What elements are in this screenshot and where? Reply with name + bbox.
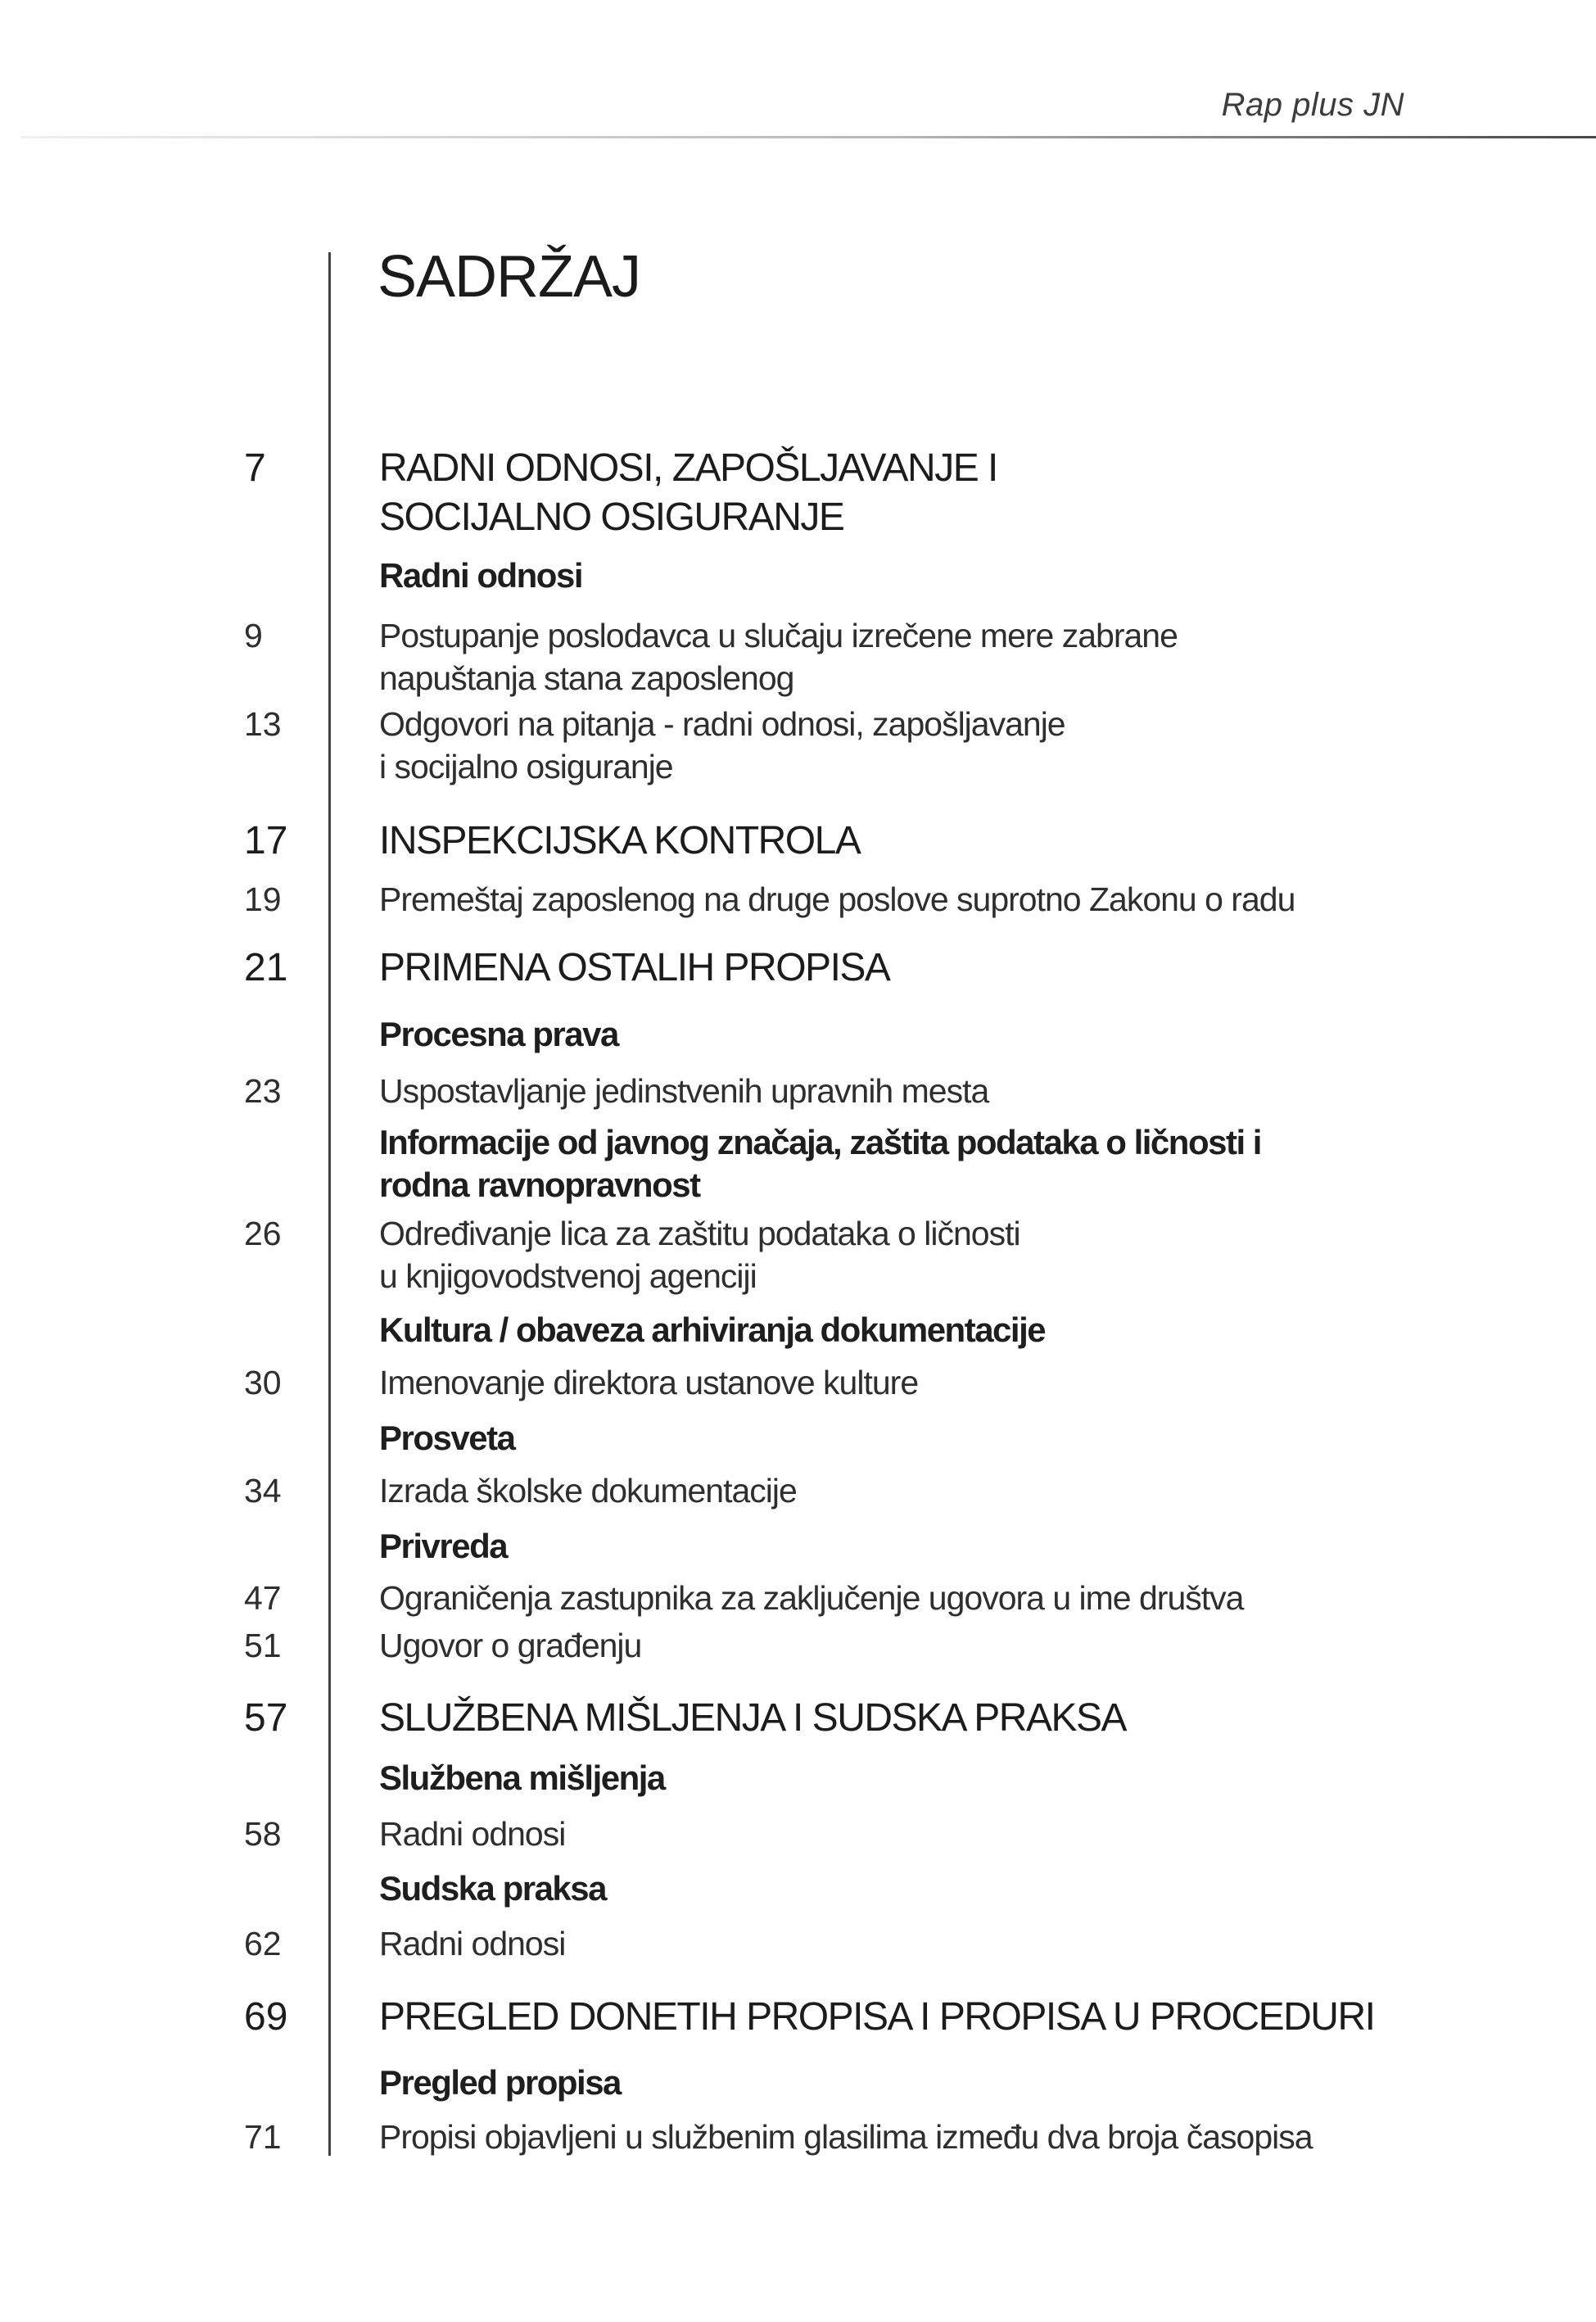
page-title: SADRŽAJ	[378, 244, 641, 310]
page-number: 71	[244, 2118, 282, 2156]
toc-item-row	[0, 1361, 1596, 1404]
entry-text	[379, 1070, 1596, 1112]
entry-line: Ugovor o građenju	[379, 1627, 642, 1664]
entry-line: Ograničenja zastupnika za zaključenje ugovora u ime društva	[379, 1579, 1244, 1617]
page-number: 62	[244, 1925, 282, 1962]
page-number: 26	[244, 1215, 282, 1252]
entry-text	[379, 878, 1596, 921]
page-number: 47	[244, 1579, 282, 1617]
page-number: 51	[244, 1627, 282, 1664]
toc-item-row	[0, 1212, 1596, 1297]
entry-line: Informacije od javnog značaja, zaštita podataka o ličnosti i	[379, 1123, 1261, 1161]
entry-line: Službena mišljenja	[379, 1758, 665, 1797]
toc-item-row	[0, 1469, 1596, 1512]
toc-item-row	[0, 1577, 1596, 1619]
page-number: 23	[244, 1072, 282, 1110]
page-number: 34	[244, 1472, 282, 1510]
page-number: 57	[244, 1696, 288, 1740]
page-number: 69	[244, 1995, 288, 2039]
entry-text	[379, 1525, 1596, 1568]
entry-line: rodna ravnopravnost	[379, 1166, 700, 1204]
entry-line: Procesna prava	[379, 1015, 618, 1053]
toc-subheading-row	[0, 554, 1596, 597]
page-number: 13	[244, 705, 282, 743]
entry-text	[379, 444, 1596, 542]
running-header: Rap plus JN	[1221, 87, 1404, 123]
entry-line: RADNI ODNOSI, ZAPOŠLJAVANJE I	[379, 446, 997, 490]
entry-text	[379, 1867, 1596, 1910]
entry-line: INSPEKCIJSKA KONTROLA	[379, 819, 861, 862]
entry-line: napuštanja stana zaposlenog	[379, 659, 794, 697]
entry-text	[379, 1757, 1596, 1799]
entry-line: i socijalno osiguranje	[379, 748, 673, 785]
entry-text	[379, 1417, 1596, 1460]
entry-text	[379, 1922, 1596, 1965]
toc-subheading-row	[0, 2062, 1596, 2104]
toc-item-row	[0, 878, 1596, 921]
entry-text	[379, 1469, 1596, 1512]
toc-section-row	[0, 1694, 1596, 1743]
entry-line: Imenovanje direktora ustanove kulture	[379, 1364, 919, 1401]
toc-item-row	[0, 1813, 1596, 1855]
entry-text	[379, 1309, 1596, 1351]
entry-text	[379, 1694, 1596, 1743]
entry-text	[379, 554, 1596, 597]
entry-line: Postupanje poslodavca u slučaju izrečene mere zabrane	[379, 617, 1178, 654]
toc-item-row	[0, 703, 1596, 788]
entry-line: PREGLED DONETIH PROPISA I PROPISA U PROCEDURI	[379, 1995, 1375, 2039]
toc-subheading-row	[0, 1013, 1596, 1056]
page-number: 19	[244, 880, 282, 918]
page-number: 30	[244, 1364, 282, 1401]
page-number: 21	[244, 946, 288, 989]
page-number: 9	[244, 617, 263, 654]
toc-item-row	[0, 1922, 1596, 1965]
toc-item-row	[0, 614, 1596, 699]
entry-line: Uspostavljanje jedinstvenih upravnih mesta	[379, 1072, 989, 1110]
entry-text	[379, 1013, 1596, 1056]
entry-line: SOCIJALNO OSIGURANJE	[379, 496, 844, 539]
entry-line: Premeštaj zaposlenog na druge poslove suprotno Zakonu o radu	[379, 880, 1295, 918]
entry-text	[379, 1212, 1596, 1297]
entry-text	[379, 1121, 1596, 1206]
entry-line: Kultura / obaveza arhiviranja dokumentacije	[379, 1310, 1046, 1349]
entry-text	[379, 1577, 1596, 1619]
toc-subheading-row	[0, 1867, 1596, 1910]
entry-line: Radni odnosi	[379, 1925, 566, 1962]
toc-section-row	[0, 1993, 1596, 2042]
entry-line: Radni odnosi	[379, 1815, 566, 1853]
entry-line: u knjigovodstvenoj agenciji	[379, 1257, 757, 1295]
entry-text	[379, 1361, 1596, 1404]
entry-line: Radni odnosi	[379, 556, 582, 595]
page-number: 7	[244, 446, 266, 490]
toc-item-row	[0, 2116, 1596, 2158]
entry-text	[379, 2062, 1596, 2104]
entry-line: Pregled propisa	[379, 2063, 621, 2102]
page-number: 58	[244, 1815, 282, 1853]
entry-line: Izrada školske dokumentacije	[379, 1472, 797, 1510]
entry-text	[379, 703, 1596, 788]
toc-section-row	[0, 944, 1596, 993]
entry-text	[379, 1993, 1596, 2042]
toc-section-row	[0, 444, 1596, 542]
entry-line: Određivanje lica za zaštitu podataka o ličnosti	[379, 1215, 1020, 1252]
entry-text	[379, 1624, 1596, 1667]
entry-line: Privreda	[379, 1527, 508, 1565]
entry-line: Sudska praksa	[379, 1869, 607, 1908]
entry-line: Odgovori na pitanja - radni odnosi, zapošljavanje	[379, 705, 1065, 743]
toc-subheading-row	[0, 1417, 1596, 1460]
toc-subheading-row	[0, 1525, 1596, 1568]
toc-item-row	[0, 1070, 1596, 1112]
entry-text	[379, 614, 1596, 699]
entry-line: PRIMENA OSTALIH PROPISA	[379, 946, 890, 989]
entry-line: Propisi objavljeni u službenim glasilima između dva broja časopisa	[379, 2118, 1313, 2156]
toc-item-row	[0, 1624, 1596, 1667]
toc-subheading-row	[0, 1757, 1596, 1799]
entry-line: SLUŽBENA MIŠLJENJA I SUDSKA PRAKSA	[379, 1696, 1126, 1740]
header-rule	[20, 136, 1596, 138]
toc-subheading-row	[0, 1121, 1596, 1206]
entry-text	[379, 1813, 1596, 1855]
toc-subheading-row	[0, 1309, 1596, 1351]
entry-text	[379, 817, 1596, 866]
entry-text	[379, 944, 1596, 993]
entry-text	[379, 2116, 1596, 2158]
page-number: 17	[244, 819, 288, 862]
toc-section-row	[0, 817, 1596, 866]
entry-line: Prosveta	[379, 1419, 515, 1457]
